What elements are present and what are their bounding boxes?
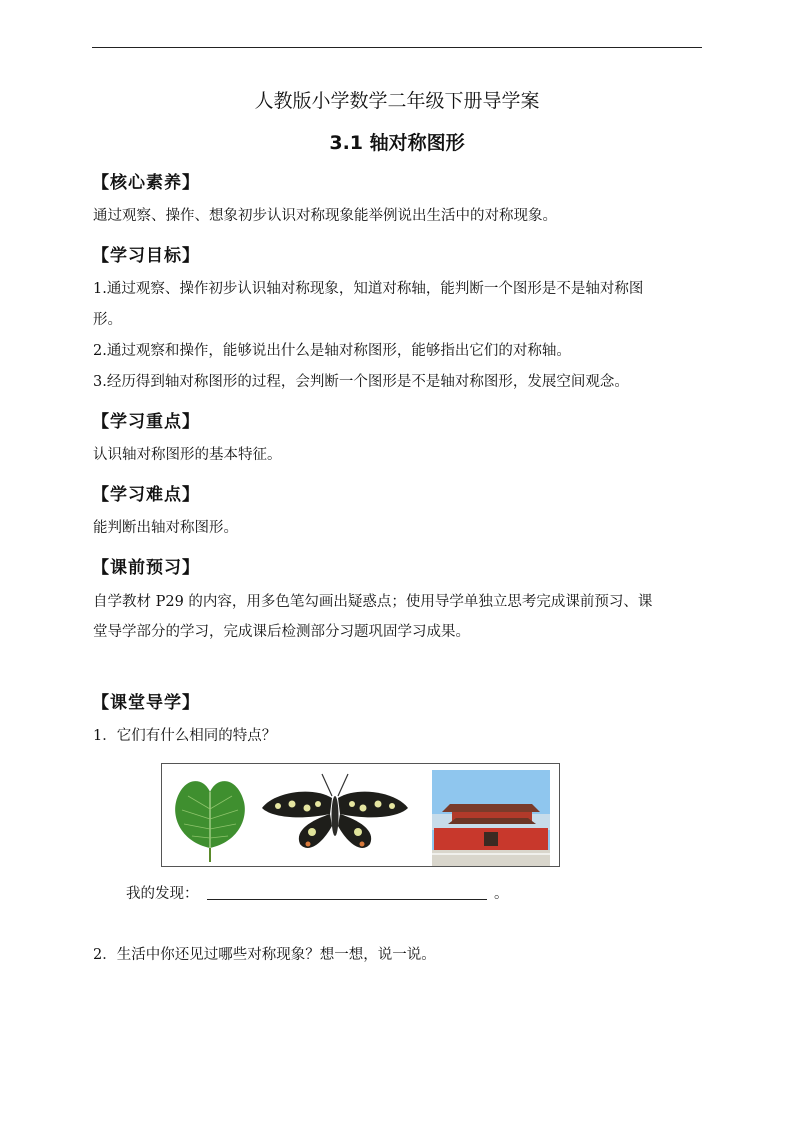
heading-core: 【核心素养】 <box>92 173 200 193</box>
heading-preview: 【课前预习】 <box>92 558 200 578</box>
goal-line-2: 2.通过观察和操作，能够说出什么是轴对称图形，能够指出它们的对称轴。 <box>93 343 571 359</box>
difficulty-text: 能判断出轴对称图形。 <box>93 520 238 536</box>
tiananmen-image <box>432 770 550 866</box>
finding-period: 。 <box>494 886 509 902</box>
heading-key: 【学习重点】 <box>92 412 200 432</box>
heading-difficulty: 【学习难点】 <box>92 485 200 505</box>
lesson-title: 3.1 轴对称图形 <box>329 132 465 154</box>
question-1: 1．它们有什么相同的特点？ <box>93 728 277 744</box>
preview-line-2: 堂导学部分的学习，完成课后检测部分习题巩固学习成果。 <box>93 624 470 640</box>
document-title: 人教版小学数学二年级下册导学案 <box>254 90 540 112</box>
goal-line-1: 1.通过观察、操作初步认识轴对称现象，知道对称轴，能判断一个图形是不是轴对称图 <box>93 281 644 297</box>
heading-goals: 【学习目标】 <box>92 246 200 266</box>
heading-guide: 【课堂导学】 <box>92 693 200 713</box>
preview-line-1: 自学教材 P29 的内容，用多色笔勾画出疑惑点；使用导学单独立思考完成课前预习、课 <box>93 594 653 610</box>
core-text: 通过观察、操作、想象初步认识对称现象能举例说出生活中的对称现象。 <box>93 208 557 224</box>
header-rule <box>92 47 702 48</box>
finding-label: 我的发现： <box>126 886 199 902</box>
goal-line-1-cont: 形。 <box>93 312 122 328</box>
leaf-image <box>175 781 245 862</box>
goal-line-3: 3.经历得到轴对称图形的过程，会判断一个图形是不是轴对称图形，发展空间观念。 <box>93 374 629 390</box>
symmetry-figure <box>161 763 560 867</box>
finding-answer-line[interactable] <box>207 899 487 900</box>
butterfly-image <box>262 774 408 848</box>
key-text: 认识轴对称图形的基本特征。 <box>93 447 282 463</box>
question-2: 2．生活中你还见过哪些对称现象？想一想，说一说。 <box>93 947 436 963</box>
